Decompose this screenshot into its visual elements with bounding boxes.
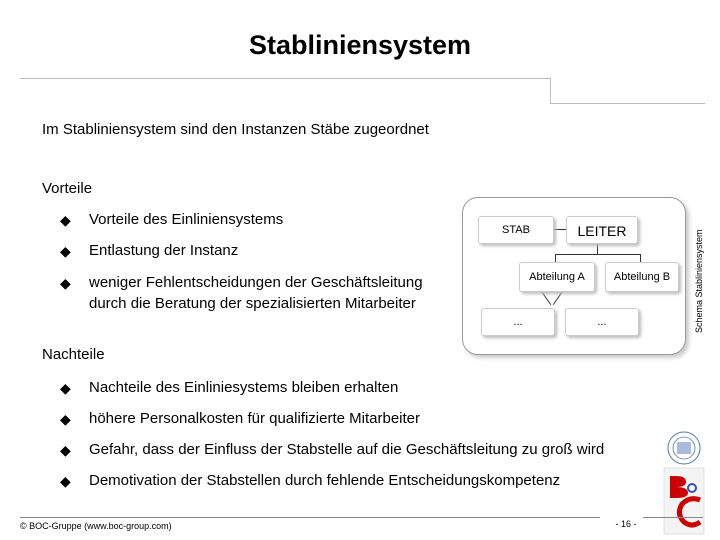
footer-copyright: © BOC-Gruppe (www.boc-group.com) xyxy=(20,521,172,531)
leiter-box: LEITER xyxy=(566,216,638,244)
footer-divider-right xyxy=(643,517,703,518)
nachteile-item-2: höhere Personalkosten für qualifizierte Mitarbeiter xyxy=(89,410,421,427)
bullet-icon: ◆ xyxy=(60,275,71,291)
nachteile-item-3: Gefahr, dass der Einfluss der Stabstelle auf die Geschäftsleitung zu groß wird xyxy=(89,441,605,458)
subtitle-part2: Stabliniensystem xyxy=(62,121,177,138)
header-divider-right xyxy=(550,103,705,104)
stab-connector xyxy=(552,229,566,230)
nachteile-item-4: Demotivation der Stabstellen durch fehlende Entscheidungskompetenz xyxy=(89,472,561,489)
page-number: - 16 - xyxy=(615,519,637,529)
bullet-icon: ◆ xyxy=(60,380,71,396)
boc-logo-icon xyxy=(660,430,708,538)
dots2-box: ... xyxy=(565,308,639,336)
bullet-icon: ◆ xyxy=(60,473,71,489)
vorteile-item-3: weniger Fehlentscheidungen der Geschäftsleitung durch die Beratung der spezialisierten Mitarbeiter xyxy=(89,274,423,312)
branch-connector xyxy=(555,254,641,255)
branch-b-connector xyxy=(640,254,641,262)
stab-box: STAB xyxy=(478,216,554,244)
subtitle xyxy=(42,121,429,138)
page-title: Stabliniensystem xyxy=(248,30,472,60)
bullet-icon: ◆ xyxy=(60,411,71,427)
nachteile-heading: Nachteile xyxy=(42,346,105,363)
bullet-icon: ◆ xyxy=(60,212,71,228)
subtitle-part3: sind den Instanzen Stäbe zugeordnet xyxy=(176,121,429,138)
nachteile-item-1: Nachteile des Einliniesystems bleiben erhalten xyxy=(89,379,399,396)
vorteile-item-1: Vorteile des Einliniensystems xyxy=(89,211,284,228)
bullet-icon: ◆ xyxy=(60,243,71,259)
header-divider xyxy=(20,78,550,79)
abteilung-b-box: Abteilung B xyxy=(605,262,679,292)
branch-a-connector xyxy=(555,254,556,262)
diagram-side-label: Schema Stabliniensystem xyxy=(694,229,704,333)
footer-divider xyxy=(20,517,600,518)
vorteile-item-2: Entlastung der Instanz xyxy=(89,242,239,259)
dots1-box: ... xyxy=(481,308,555,336)
bullet-icon: ◆ xyxy=(60,442,71,458)
vorteile-heading: Vorteile xyxy=(42,180,93,197)
header-divider-step xyxy=(550,78,551,103)
abteilung-a-box: Abteilung A xyxy=(519,262,595,292)
subtitle-part1: Im xyxy=(42,121,63,138)
